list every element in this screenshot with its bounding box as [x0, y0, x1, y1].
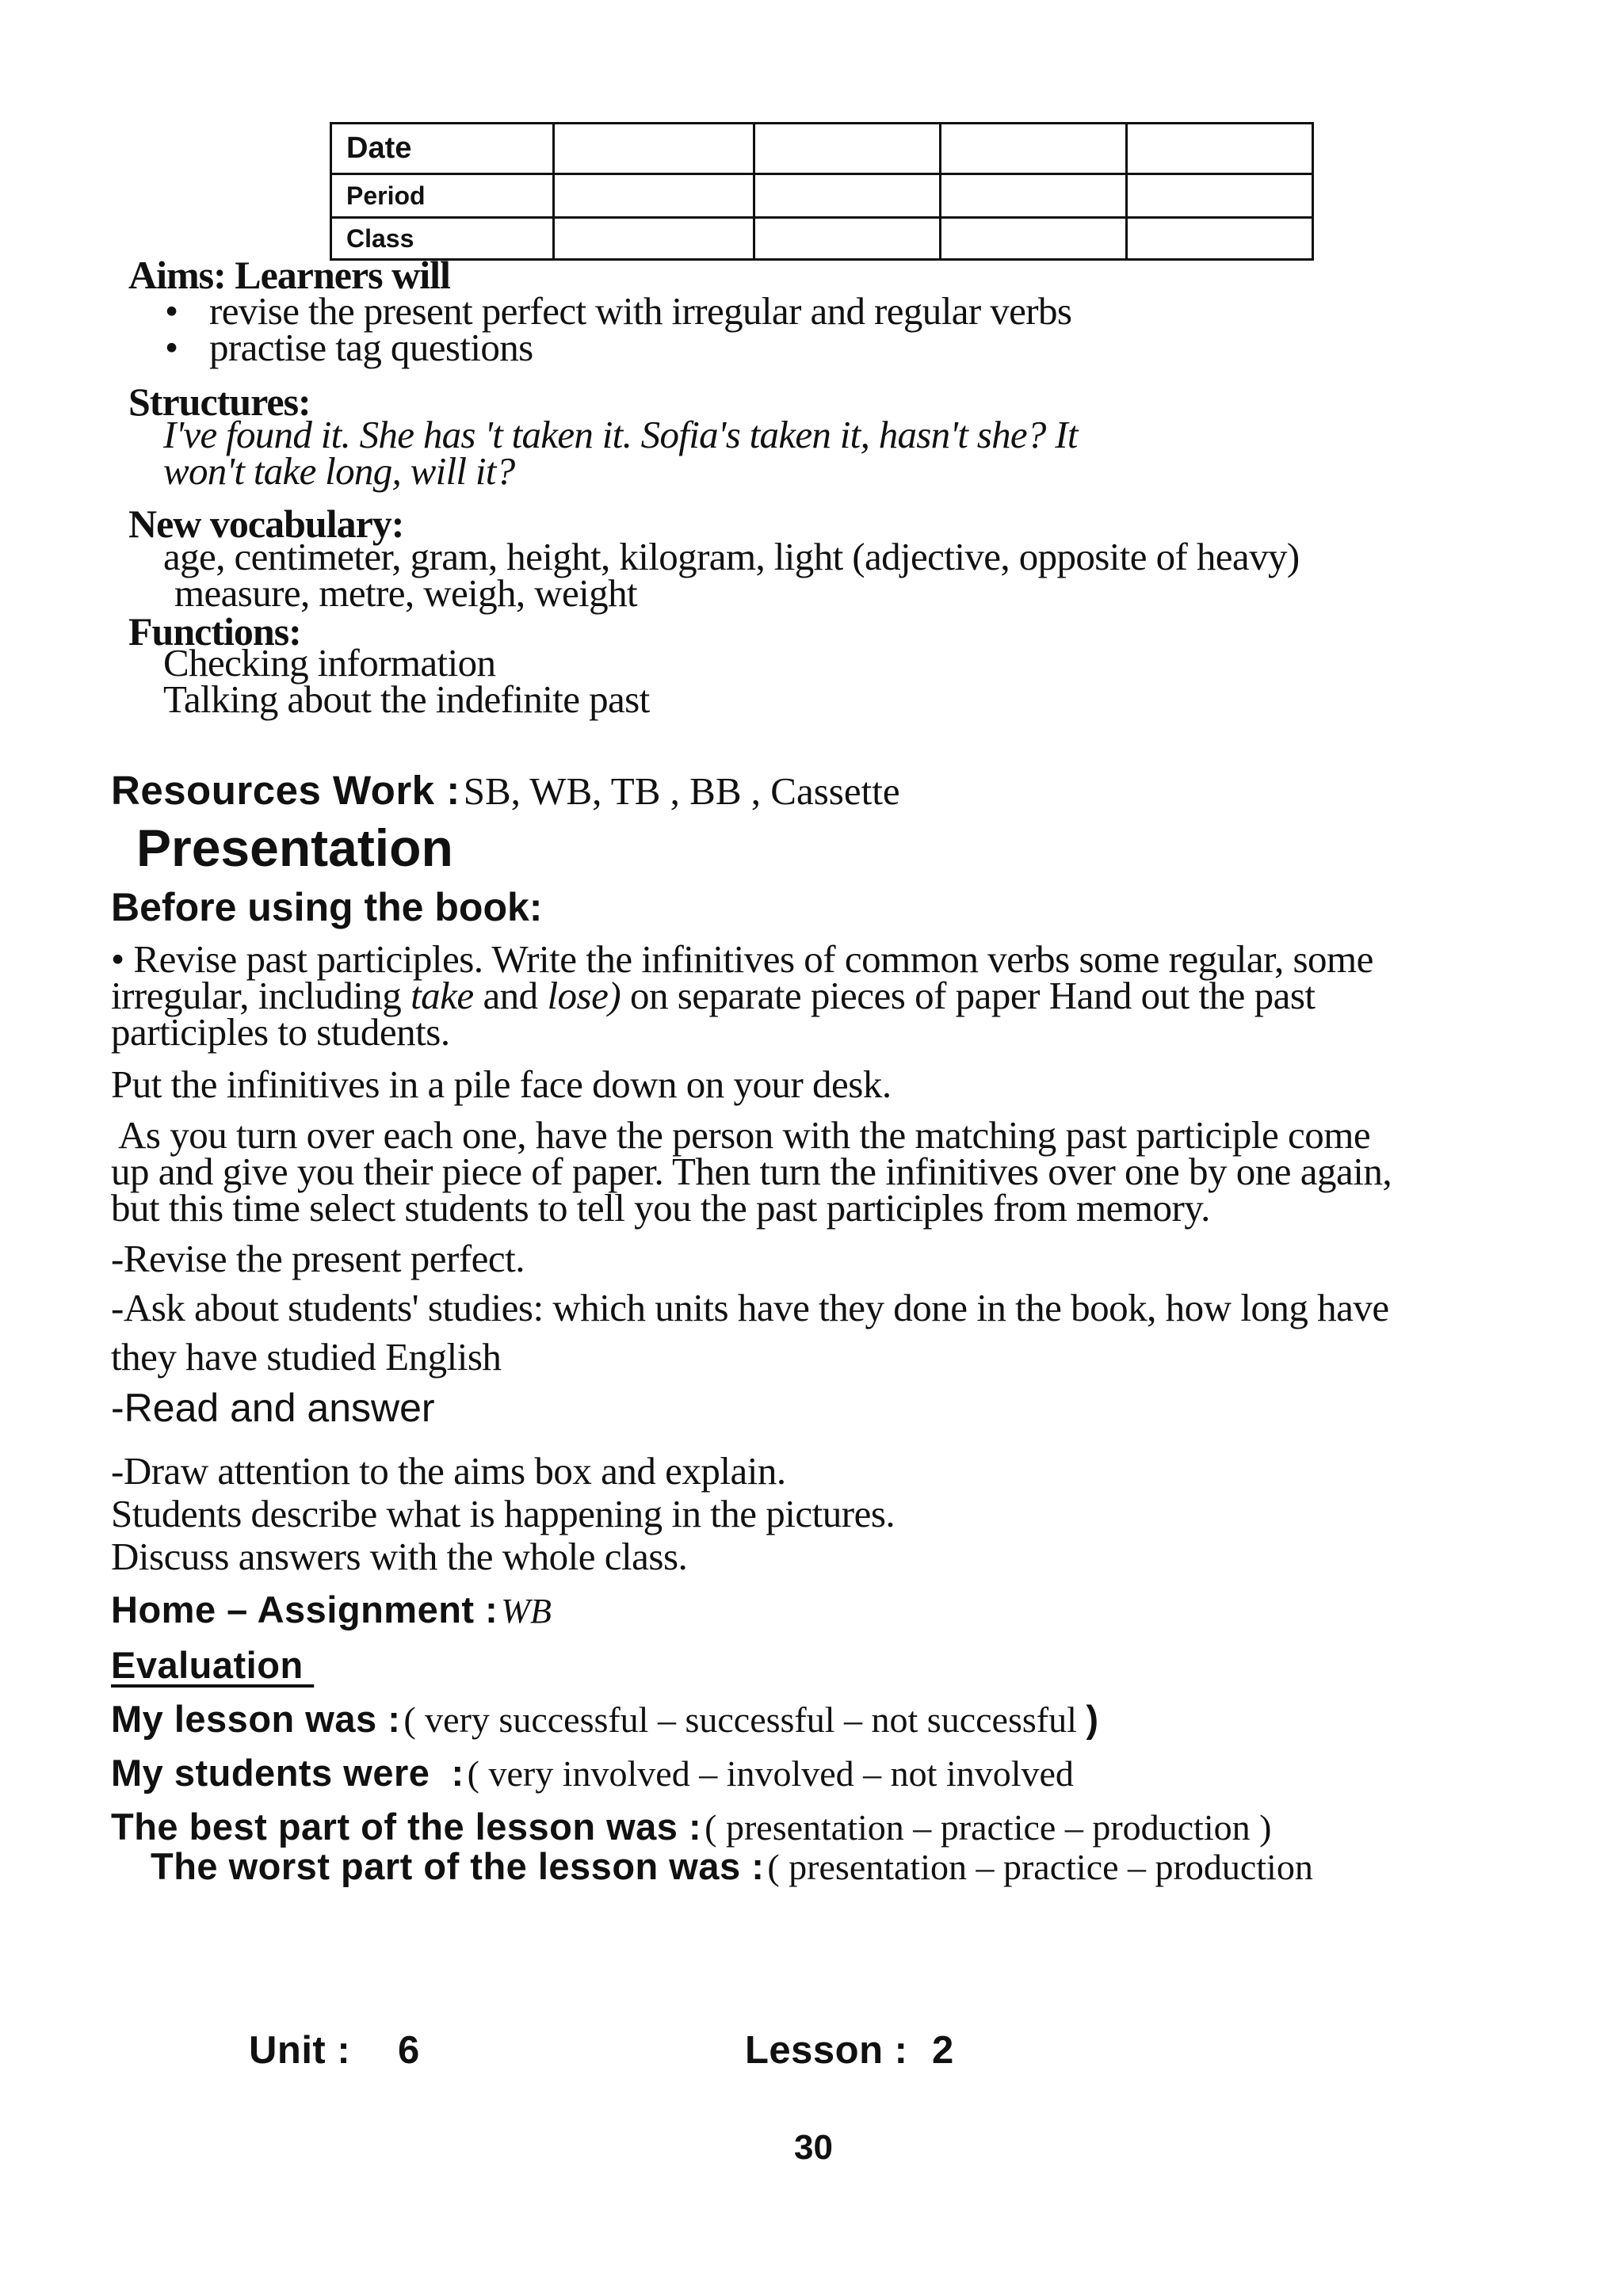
home-assignment-line	[111, 1588, 552, 1631]
eval-lesson-label: My lesson was :	[111, 1698, 401, 1740]
p1-line-2-text: irregular, including	[111, 974, 411, 1017]
header-row-class	[331, 218, 1313, 260]
eval-best-options: ( presentation – practice – production )	[705, 1807, 1272, 1848]
p1-line-2-text: on separate pieces of paper Hand out the past	[621, 974, 1316, 1017]
period-cell[interactable]	[1127, 174, 1313, 218]
eval-best-label: The best part of the lesson was :	[111, 1806, 702, 1848]
functions-heading: Functions:	[128, 609, 301, 654]
date-label: Date	[331, 124, 554, 174]
vocabulary-line-1: age, centimeter, gram, height, kilogram, light (adjective, opposite of heavy)	[163, 535, 1300, 578]
p1-line-2-text: and	[473, 974, 548, 1017]
word-take: take	[411, 974, 474, 1017]
home-assignment-value: WB	[501, 1592, 552, 1630]
period-cell[interactable]	[754, 174, 941, 218]
p7-line-3: Discuss answers with the whole class.	[111, 1535, 688, 1578]
eval-best-line	[111, 1805, 1271, 1848]
eval-students-options: ( very involved – involved – not involved	[467, 1753, 1074, 1794]
class-cell[interactable]	[941, 218, 1127, 260]
resources-line	[111, 767, 900, 814]
p3-line-3: but this time select students to tell you the past participles from memory.	[111, 1186, 1210, 1230]
p5-line-2: they have studied English	[111, 1335, 502, 1379]
class-cell[interactable]	[1127, 218, 1313, 260]
period-label: Period	[331, 174, 554, 218]
p5-line-1: -Ask about students' studies: which units have they done in the book, how long have	[111, 1286, 1389, 1329]
eval-worst-line	[151, 1844, 1313, 1888]
eval-lesson-line	[111, 1697, 1099, 1741]
p6: -Read and answer	[111, 1386, 435, 1430]
presentation-title: Presentation	[136, 818, 453, 877]
functions-line-2: Talking about the indefinite past	[163, 677, 650, 721]
p3-line-1: As you turn over each one, have the person with the matching past participle come	[111, 1113, 1371, 1157]
eval-worst-options: ( presentation – practice – production	[767, 1847, 1313, 1887]
date-cell[interactable]	[754, 124, 941, 174]
date-cell[interactable]	[554, 124, 754, 174]
p2: Put the infinitives in a pile face down on your desk.	[111, 1062, 892, 1106]
unit-label: Unit :	[249, 2029, 351, 2072]
before-book-heading: Before using the book:	[111, 885, 543, 929]
class-label: Class	[331, 218, 554, 260]
header-row-date	[331, 124, 1313, 174]
class-cell[interactable]	[754, 218, 941, 260]
class-cell[interactable]	[554, 218, 754, 260]
eval-worst-label: The worst part of the lesson was :	[151, 1845, 765, 1887]
lesson-value: 2	[932, 2029, 954, 2072]
period-cell[interactable]	[941, 174, 1127, 218]
eval-lesson-options: ( very successful – successful – not successful	[403, 1699, 1086, 1740]
header-row-period	[331, 174, 1313, 218]
eval-students-line	[111, 1751, 1074, 1794]
resources-label: Resources Work :	[111, 768, 460, 813]
p1-line-2	[111, 974, 1316, 1017]
vocabulary-heading: New vocabulary:	[128, 502, 404, 546]
eval-students-label: My students were :	[111, 1752, 464, 1794]
eval-lesson-close: )	[1086, 1698, 1099, 1740]
p7-line-1: -Draw attention to the aims box and explain.	[111, 1449, 786, 1493]
functions-line-1: Checking information	[163, 641, 496, 685]
period-cell[interactable]	[554, 174, 754, 218]
aims-bullet-2: practise tag questions	[209, 326, 533, 369]
unit-value: 6	[398, 2029, 420, 2072]
aims-bullet-1: revise the present perfect with irregular and regular verbs	[209, 289, 1072, 333]
aims-bullet-icon: •	[165, 326, 179, 369]
date-cell[interactable]	[941, 124, 1127, 174]
p1-line-1: • Revise past participles. Write the infinitives of common verbs some regular, some	[111, 937, 1373, 981]
structures-line-2: won't take long, will it?	[163, 449, 515, 493]
structures-heading: Structures:	[128, 379, 311, 424]
p1-line-3: participles to students.	[111, 1010, 450, 1054]
p4: -Revise the present perfect.	[111, 1237, 525, 1280]
word-lose: lose)	[547, 974, 621, 1017]
header-table	[330, 122, 1314, 261]
structures-line-1: I've found it. She has 't taken it. Sofia's taken it, hasn't she? It	[163, 413, 1078, 456]
home-assignment-label: Home – Assignment :	[111, 1589, 498, 1630]
p7-line-2: Students describe what is happening in the pictures.	[111, 1492, 896, 1535]
lesson-label: Lesson :	[745, 2029, 908, 2072]
resources-value: SB, WB, TB , BB , Cassette	[463, 769, 900, 813]
date-cell[interactable]	[1127, 124, 1313, 174]
evaluation-heading: Evaluation	[111, 1644, 315, 1686]
aims-heading: Aims: Learners will	[128, 253, 450, 297]
p3-line-2: up and give you their piece of paper. Then turn the infinitives over one by one again,	[111, 1150, 1392, 1193]
aims-bullet-icon: •	[165, 289, 179, 333]
page-number: 30	[794, 2128, 833, 2167]
vocabulary-line-2: measure, metre, weigh, weight	[174, 571, 637, 615]
